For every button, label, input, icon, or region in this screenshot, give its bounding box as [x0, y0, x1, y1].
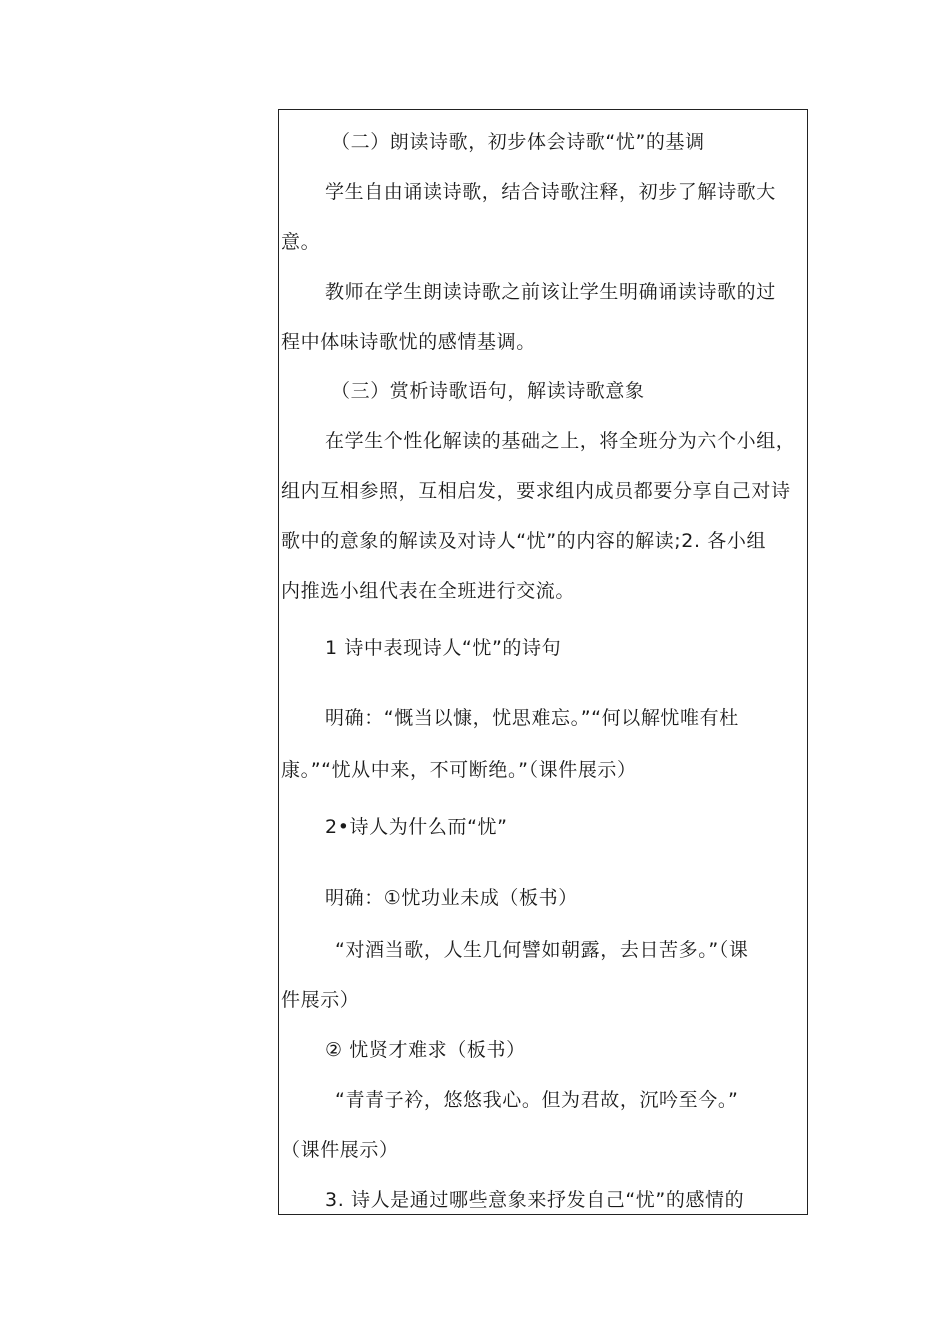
paragraph-line: 明确：①忧功业未成（板书）	[325, 887, 578, 909]
paragraph-line: 件展示）	[281, 989, 360, 1011]
paragraph-line: 学生自由诵读诗歌，结合诗歌注释，初步了解诗歌大	[325, 181, 776, 203]
section-heading-two: （二）朗读诗歌，初步体会诗歌“忧”的基调	[331, 131, 705, 153]
paragraph-line: （课件展示）	[281, 1139, 399, 1161]
paragraph-line: 组内互相参照，互相启发，要求组内成员都要分享自己对诗	[281, 480, 791, 502]
question-heading: 1 诗中表现诗人“忧”的诗句	[325, 637, 562, 659]
paragraph-line: 程中体味诗歌忧的感情基调。	[281, 331, 536, 353]
paragraph-line: 意。	[281, 231, 321, 253]
quote-line: “青青子衿，悠悠我心。但为君故，沉吟至今。”	[335, 1089, 739, 1111]
paragraph-line: 教师在学生朗读诗歌之前该让学生明确诵读诗歌的过	[325, 281, 776, 303]
section-heading-three: （三）赏析诗歌语句，解读诗歌意象	[331, 380, 645, 402]
paragraph-line: ② 忧贤才难求（板书）	[325, 1039, 526, 1061]
paragraph-line: 在学生个性化解读的基础之上，将全班分为六个小组，	[325, 430, 796, 452]
paragraph-line: 歌中的意象的解读及对诗人“忧”的内容的解读;2. 各小组	[281, 530, 767, 552]
question-heading: 2•诗人为什么而“忧”	[325, 816, 508, 838]
lesson-table-cell	[278, 109, 808, 1215]
paragraph-line: 内推选小组代表在全班进行交流。	[281, 580, 576, 602]
paragraph-line: 明确：“慨当以慷，忧思难忘。”“何以解忧唯有杜	[325, 707, 739, 729]
quote-line: “对酒当歌，人生几何譬如朝露，去日苦多。”（课	[335, 939, 749, 961]
question-heading: 3. 诗人是通过哪些意象来抒发自己“忧”的感情的	[325, 1189, 745, 1211]
paragraph-line: 康。”“忧从中来，不可断绝。”（课件展示）	[281, 759, 637, 781]
